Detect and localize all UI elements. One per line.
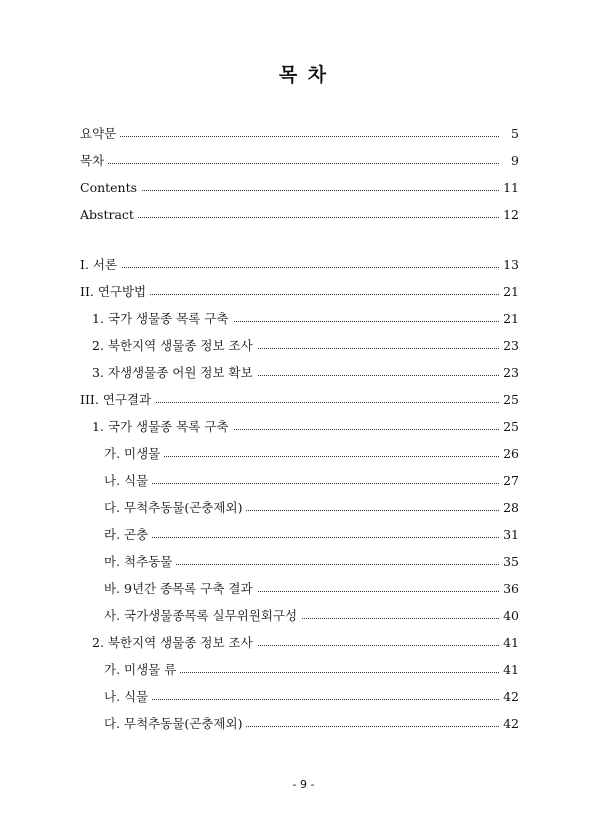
toc-page-number: 27	[499, 472, 519, 490]
toc-label: 1. 국가 생물종 목록 구축	[92, 418, 233, 436]
toc-page-number: 12	[499, 206, 519, 224]
toc-label: 다. 무척추동물(곤충제외)	[104, 499, 246, 517]
toc-page-number: 21	[499, 310, 519, 328]
toc-label: 사. 국가생물종목록 실무위원회구성	[104, 607, 301, 625]
toc-page-number: 25	[499, 418, 519, 436]
toc-page-number: 41	[499, 634, 519, 652]
toc-label: 라. 곤충	[104, 526, 152, 544]
toc-entry[interactable]	[0, 283, 607, 303]
toc-entry[interactable]	[0, 179, 607, 199]
toc-label: 2. 북한지역 생물종 정보 조사	[92, 337, 257, 355]
toc-page-number: 28	[499, 499, 519, 517]
toc-page-number: 5	[507, 125, 519, 143]
toc-label: II. 연구방법	[80, 283, 150, 301]
toc-label: 나. 식물	[104, 688, 152, 706]
toc-entry[interactable]	[0, 256, 607, 276]
toc-leader	[80, 136, 499, 137]
page-title: 목 차	[278, 64, 329, 86]
toc-leader	[80, 190, 499, 191]
toc-label: 나. 식물	[104, 472, 152, 490]
toc-entry[interactable]	[0, 125, 607, 145]
toc-label: Contents	[80, 179, 141, 197]
toc-entry[interactable]	[0, 310, 607, 330]
toc-leader	[104, 699, 499, 700]
toc-entry[interactable]	[0, 499, 607, 519]
toc-label: 요약문	[80, 125, 120, 143]
toc-page-number: 9	[507, 152, 519, 170]
toc-leader	[80, 217, 499, 218]
toc-entry[interactable]	[0, 580, 607, 600]
toc-page-number: 42	[499, 688, 519, 706]
toc-label: 목차	[80, 152, 108, 170]
toc-entry[interactable]	[0, 445, 607, 465]
toc-label: 1. 국가 생물종 목록 구축	[92, 310, 233, 328]
toc-page-number: 40	[499, 607, 519, 625]
toc-page-number: 23	[499, 337, 519, 355]
toc-page-number: 31	[499, 526, 519, 544]
toc-entry[interactable]	[0, 688, 607, 708]
toc-label: 3. 자생생물종 어원 정보 확보	[92, 364, 257, 382]
toc-label: III. 연구결과	[80, 391, 155, 409]
toc-page-number: 25	[499, 391, 519, 409]
toc-page-number: 11	[499, 179, 519, 197]
toc-leader	[80, 267, 499, 268]
toc-entry[interactable]	[0, 364, 607, 384]
toc-page-number: 13	[499, 256, 519, 274]
toc-leader	[104, 483, 499, 484]
toc-page-number: 35	[499, 553, 519, 571]
toc-label: 가. 미생물 류	[104, 661, 180, 679]
toc-label: 2. 북한지역 생물종 정보 조사	[92, 634, 257, 652]
toc-entry[interactable]	[0, 152, 607, 172]
toc-label: 가. 미생물	[104, 445, 164, 463]
toc-entry[interactable]	[0, 472, 607, 492]
toc-page-number: 21	[499, 283, 519, 301]
toc-entry[interactable]	[0, 337, 607, 357]
toc-label: Abstract	[80, 206, 138, 224]
toc-label: 다. 무척추동물(곤충제외)	[104, 715, 246, 733]
toc-label: 바. 9년간 종목록 구축 결과	[104, 580, 257, 598]
toc-entry[interactable]	[0, 526, 607, 546]
page-number-footer: - 9 -	[292, 778, 315, 791]
toc-entry[interactable]	[0, 661, 607, 681]
toc-page-number: 26	[499, 445, 519, 463]
toc-page-number: 42	[499, 715, 519, 733]
toc-page-number: 23	[499, 364, 519, 382]
toc-label: 마. 척추동물	[104, 553, 176, 571]
toc-leader	[104, 537, 499, 538]
toc-entry[interactable]	[0, 206, 607, 226]
toc-entry[interactable]	[0, 634, 607, 654]
toc-entry[interactable]	[0, 715, 607, 735]
toc-entry[interactable]	[0, 553, 607, 573]
toc-entry[interactable]	[0, 607, 607, 627]
toc-leader	[80, 163, 499, 164]
toc-page-number: 36	[499, 580, 519, 598]
toc-label: I. 서론	[80, 256, 121, 274]
toc-entry[interactable]	[0, 391, 607, 411]
toc-page-number: 41	[499, 661, 519, 679]
toc-entry[interactable]	[0, 418, 607, 438]
